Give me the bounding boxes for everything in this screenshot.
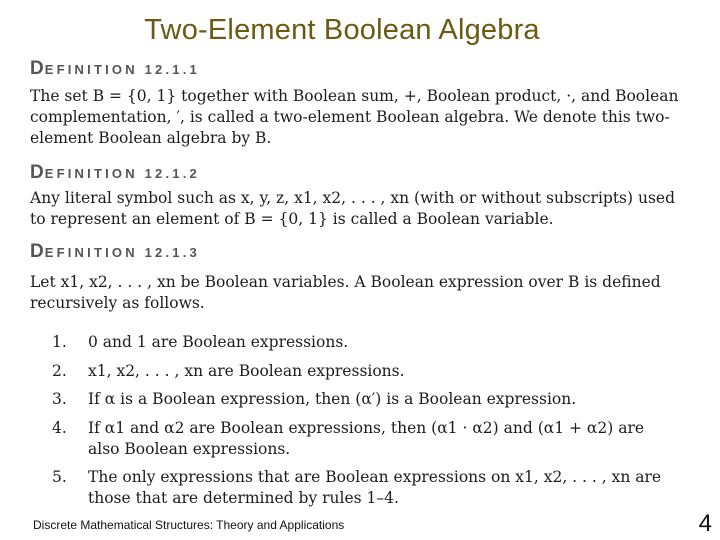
rule-number: 5. [52,468,67,486]
rules-list [52,332,680,517]
rule-text: 0 and 1 are Boolean expressions. [88,333,349,351]
footer-text: Discrete Mathematical Structures: Theory and Applications [33,518,345,532]
definition-heading-2-rest: EFINITION 12.1.2 [44,166,200,181]
rule-item [52,361,680,382]
rule-number: 4. [52,418,67,437]
definition-heading-1-rest: EFINITION 12.1.1 [44,62,200,77]
definition-heading-3-initial: D [30,241,45,262]
definition-text-2: Any literal symbol such as x, y, z, x1, x2, . . . , xn (with or without subscripts) used to represent an element of B = {0, 1} is called a Boolean variable. [30,189,676,228]
rule-number: 1. [52,333,67,351]
page-number: 4 [698,510,712,537]
definition-heading-2 [30,162,200,184]
definition-text-1: The set B = {0, 1} together with Boolean sum, +, Boolean product, ·, and Boolean complementation, ′, is called a two-element Boolean algebra. We denote this two-element Boolean algebra by B. [30,87,679,147]
rule-text: If α is a Boolean expression, then (α′) is a Boolean expression. [88,390,577,408]
definition-heading-1-initial: D [30,58,45,79]
rule-text: If α1 and α2 are Boolean expressions, then (α1 · α2) and (α1 + α2) are also Boolean expressions. [88,418,645,458]
rule-item [52,332,680,353]
rule-item [52,418,680,460]
definition-heading-1 [30,58,200,80]
definition-heading-2-initial: D [30,162,45,183]
rule-item [52,467,680,509]
rule-number: 2. [52,361,67,380]
definition-heading-3 [30,241,200,263]
rule-number: 3. [52,390,67,408]
definition-heading-3-rest: EFINITION 12.1.3 [44,245,200,260]
rule-text: x1, x2, . . . , xn are Boolean expressions. [88,361,405,380]
rule-text: The only expressions that are Boolean expressions on x1, x2, . . . , xn are those that are determined by rules 1–4. [88,468,662,507]
rule-item [52,389,680,410]
definition-text-3: Let x1, x2, . . . , xn be Boolean variables. A Boolean expression over B is defined recursively as follows. [30,273,661,312]
slide-title: Two-Element Boolean Algebra [144,14,540,46]
